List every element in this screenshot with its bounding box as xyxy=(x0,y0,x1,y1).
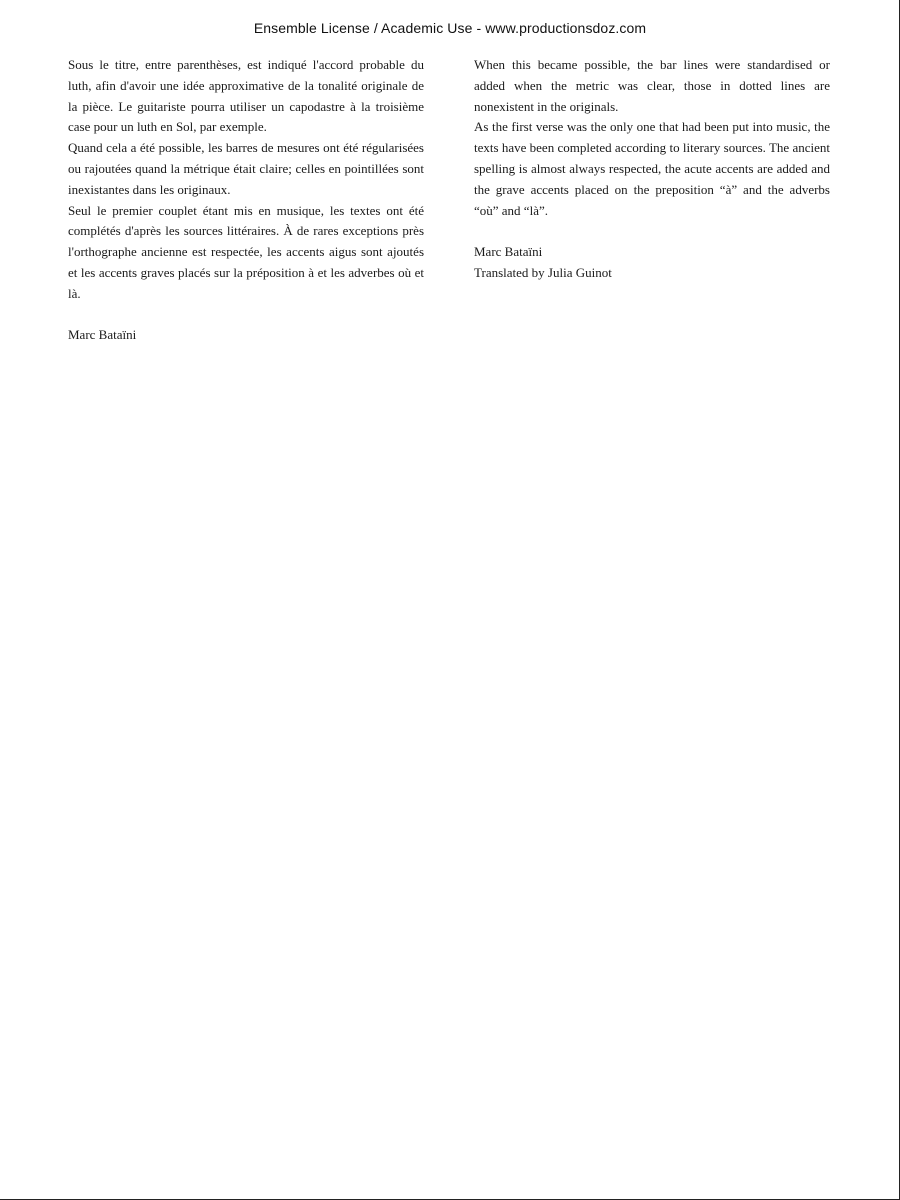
paragraph-bar-lines: Quand cela a été possible, les barres de mesures ont été régularisées ou rajoutées quand la métrique était claire; celles en pointillées sont inexistantes dans les originaux. xyxy=(68,140,424,197)
paragraph-texts-spelling-en: As the first verse was the only one that had been put into music, the texts have been completed according to literary sources. The ancient spelling is almost always respected, the acute accents are added and the grave accents placed on the preposition “à” and the adverbs “où” and “là”. xyxy=(474,119,830,218)
paragraph-lute-tuning: Sous le titre, entre parenthèses, est indiqué l'accord probable du luth, afin d'avoir une idée approximative de la tonalité originale de la pièce. Le guitariste pourra utiliser un capodastre à la troisième case pour un luth en Sol, par exemple. xyxy=(68,57,424,135)
paragraph-bar-lines-en: When this became possible, the bar lines were standardised or added when the metric was clear, those in dotted lines are nonexistent in the originals. xyxy=(474,57,830,114)
author-signature-en: Marc Bataïni xyxy=(474,244,543,260)
translator-credit: Translated by Julia Guinot xyxy=(474,264,612,280)
author-signature: Marc Bataïni xyxy=(68,327,137,343)
spacer xyxy=(68,305,424,326)
paragraph-texts-spelling: Seul le premier couplet étant mis en musique, les textes ont été complétés d'après les sources littéraires. À de rares exceptions près l'orthographe ancienne est respectée, les accents aigus sont ajoutés et les accents graves placés sur la préposition à et les adverbes où et là. xyxy=(68,202,424,301)
left-column xyxy=(68,55,424,346)
spacer xyxy=(474,221,830,242)
page-header: Ensemble License / Academic Use - www.productionsdoz.com xyxy=(253,20,647,36)
right-column xyxy=(474,55,830,284)
